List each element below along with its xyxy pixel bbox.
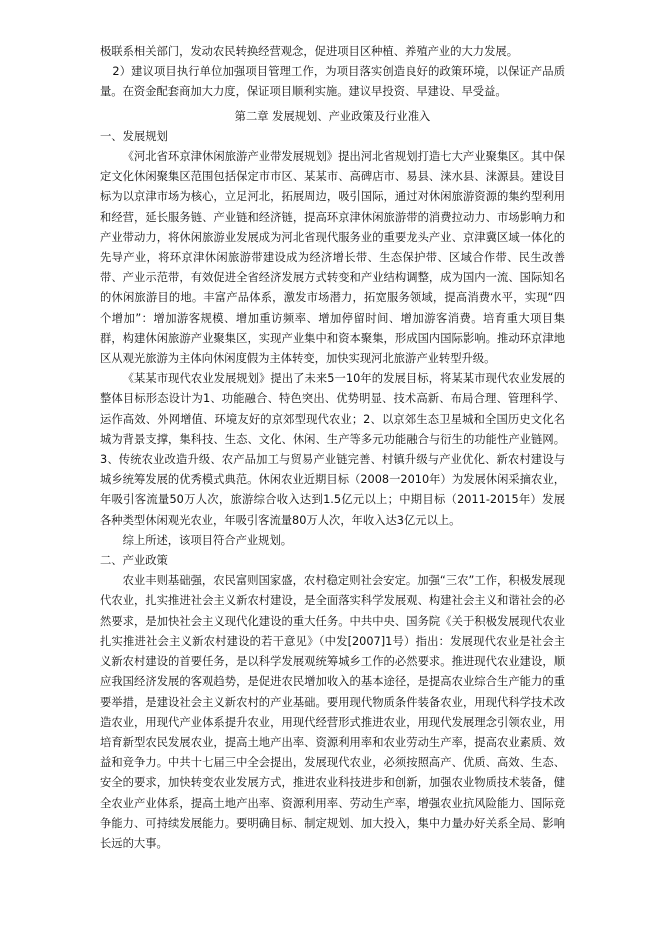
chapter-title: 第二章 发展规划、产业政策及行业准入 (234, 109, 431, 123)
paragraph-industry-policy: 农业丰则基础强，农民富则国家盛，农村稳定则社会安定。加强“三农”工作，积极发展现代农业，扎实推进社会主义新农村建设，是全面落实科学发展观、构建社会主义和谐社会的必然要求，是加快社会主义现代化建设的重大任务。中共中央、国务院《关于积极发展现代农业扎实推进社会主义新农村建设的若干意见》（中发[2007]1号）指出：发展现代农业是社会主义新农村建设的首要任务，是以科学发展观统筹城乡工作的必然要求。推进现代农业建设，顺应我国经济发展的客观趋势，是促进农民增加收入的基本途径，是提高农业综合生产能力的重要举措，是建设社会主义新农村的产业基础。要用现代物质条件装备农业，用现代科学技术改造农业，用现代产业体系提升农业，用现代经营形式推进农业，用现代发展理念引领农业，用培育新型农民发展农业，提高土地产出率、资源利用率和农业劳动生产率，提高农业素质、效益和竞争力。中共十七届三中全会提出，发展现代农业，必须按照高产、优质、高效、生态、安全的要求，加快转变农业发展方式，推进农业科技进步和创新，加强农业物质技术装备，健全农业产业体系，提高土地产出率、资源利用率、劳动生产率，增强农业抗风险能力、国际竞争能力、可持续发展能力。要明确目标、制定规划、加大投入，集中力量办好关系全局、影响长远的大事。 (100, 574, 565, 850)
section-heading-development-plan: 一、发展规划 (100, 129, 168, 143)
document-body (100, 42, 565, 854)
paragraph-hebei-plan: 《河北省环京津休闲旅游产业带发展规划》提出河北省规划打造七大产业聚集区。其中保定文化休闲聚集区范围包括保定市市区、某某市、高碑店市、易县、涞水县、涞源县。建设目标为以京津市场为核心，立足河北，拓展周边，吸引国际，通过对休闲旅游资源的集约型利用和经营，延长服务链、产业链和经济链，提高环京津休闲旅游带的消费拉动力、市场影响力和产业带动力，将休闲旅游业发展成为河北省现代服务业的重要龙头产业、京津冀区域一体化的先导产业，将环京津休闲旅游带建设成为经济增长带、生态保护带、区域合作带、民生改善带、产业示范带，有效促进全省经济发展方式转变和产业结构调整，成为国内一流、国际知名的休闲旅游目的地。丰富产品体系，激发市场潜力，拓宽服务领域，提高消费水平，实现“四个增加”：增加游客规模、增加重访频率、增加停留时间、增加游客消费。培育重大项目集群，构建休闲旅游产业聚集区，实现产业集中和资本聚集，形成国内国际影响。推动环京津地区从观光旅游为主体向休闲度假为主体转变，加快实现河北旅游产业转型升级。 (100, 150, 565, 366)
paragraph-suggestion: 2）建议项目执行单位加强项目管理工作，为项目落实创造良好的政策环境，以保证产品质量。在资金配套商加大力度，保证项目顺利实施。建议早投资、早建设、早受益。 (100, 65, 565, 99)
paragraph-summary: 综上所述，该项目符合产业规划。 (122, 533, 293, 547)
section-heading-industry-policy: 二、产业政策 (100, 554, 168, 568)
paragraph-city-agriculture-plan: 《某某市现代农业发展规划》提出了未来5一10年的发展目标，将某某市现代农业发展的整体目标形态设计为1、功能融合、特色突出、优势明显、技术高新、布局合理、管理科学、运作高效、外网增值、环境友好的京郊型现代农业；2、以京郊生态卫星城和全国历史文化名城为背景支撑，集科技、生态、文化、休闲、生产等多元功能融合与衍生的功能性产业链网。3、传统农业改造升级、农产品加工与贸易产业链完善、村镇升级与产业优化、新农村建设与城乡统筹发展的优秀模式典范。休闲农业近期目标（2008一2010年）为发展休闲采摘农业，年吸引客流量50万人次，旅游综合收入达到1.5亿元以上；中期目标（2011-2015年）发展各种类型休闲观光农业，年吸引客流量80万人次，年收入达3亿元以上。 (100, 372, 565, 527)
paragraph-intro-continuation: 极联系相关部门，发动农民转换经营观念，促进项目区种植、养殖产业的大力发展。 (100, 45, 518, 58)
